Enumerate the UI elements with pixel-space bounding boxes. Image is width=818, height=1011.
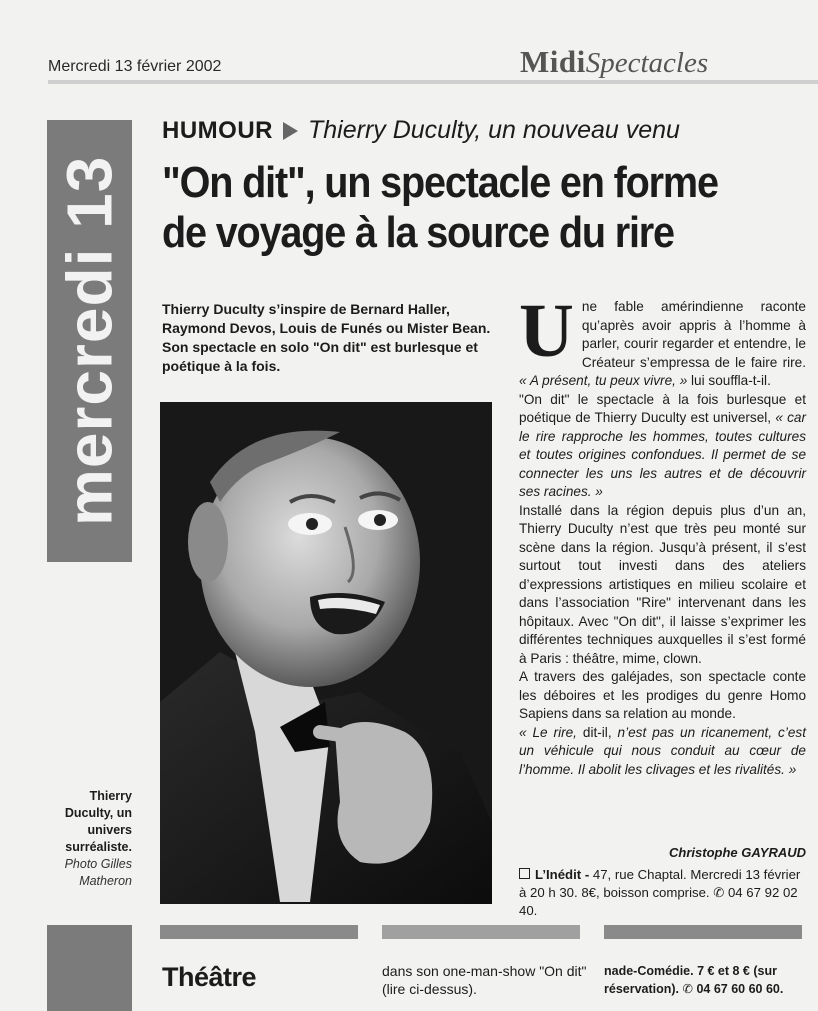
bottom-side-band bbox=[47, 925, 132, 1011]
photo-caption bbox=[48, 788, 132, 890]
headline-line-2: de voyage à la source du rire bbox=[162, 208, 674, 257]
article-kicker bbox=[162, 116, 680, 145]
category-label: HUMOUR bbox=[162, 117, 273, 144]
brand-main: Midi bbox=[520, 44, 586, 79]
photo-credit: Photo Gilles Matheron bbox=[64, 857, 132, 888]
body-paragraph-2 bbox=[519, 391, 806, 502]
brand-logo bbox=[520, 44, 708, 80]
bottom-right-text: nade-Comédie. 7 € et 8 € (sur réservation). ✆ 04 67 60 60 60. bbox=[604, 964, 784, 996]
p1-quote: « A présent, tu peux vivre, » bbox=[519, 373, 688, 388]
performer-photo-illustration bbox=[160, 402, 492, 904]
p5-mid: dit-il, bbox=[576, 724, 618, 740]
bottom-bar-right bbox=[604, 925, 802, 939]
kicker-text: Thierry Duculty, un nouveau venu bbox=[308, 116, 680, 144]
bottom-bar-middle bbox=[382, 925, 580, 939]
section-title-theatre: Théâtre bbox=[162, 962, 257, 992]
performer-photo bbox=[160, 402, 492, 904]
author-byline: Christophe GAYRAUD bbox=[669, 845, 806, 860]
article-intro: Thierry Duculty s’inspire de Bernard Haller, Raymond Devos, Louis de Funés ou Mister Bean. Son spectacle en solo "On dit" est burlesque et poétique à la fois. bbox=[162, 301, 491, 374]
headline-line-1: "On dit", un spectacle en forme bbox=[162, 158, 718, 207]
issue-date: Mercredi 13 février 2002 bbox=[48, 58, 222, 75]
brand-sub: Spectacles bbox=[585, 47, 709, 79]
triangle-arrow-icon bbox=[283, 122, 298, 140]
body-paragraph-5 bbox=[519, 724, 806, 780]
body-paragraph-3: Installé dans la région depuis plus d’un an, Thierry Duculty n’est que très peu monté sur scène dans la région. Jusqu’à présent, il s’est surtout tout investi dans des ateliers d’expressions artistiques en milieu scolaire et dans l’association "Rire" intervenant dans les hôpitaux. Avec "On dit", il laisse s’exprimer les différentes techniques auxquelles il s’est formé à Paris : théâtre, mime, clown. bbox=[519, 502, 806, 666]
body-paragraph-1 bbox=[519, 289, 806, 391]
article-body bbox=[519, 289, 806, 779]
p2-quote: « car le rire rapproche les hommes, toutes cultures et toutes origines confondues. Il permet de se connecter les uns les autres et de découvrir ses racines. » bbox=[519, 410, 806, 499]
venue-details: 47, rue Chaptal. Mercredi 13 février à 20 h 30. 8€, boisson comprise. ✆ 04 67 92 02 40. bbox=[519, 867, 801, 918]
header-rule bbox=[48, 80, 818, 84]
side-band-text: mercredi 13 bbox=[53, 155, 126, 527]
p1-end: lui souffla-t-il. bbox=[687, 373, 771, 388]
venue-name: L’Inédit - bbox=[535, 867, 590, 882]
p1-text: ne fable amérindienne raconte qu’après avoir appris à l’homme à parler, courir regarder et entendre, le Créateur s’empressa de le faire rire. bbox=[581, 299, 806, 370]
venue-info bbox=[519, 866, 806, 920]
body-paragraph-4: A travers des galéjades, son spectacle conte les déboires et les prodiges du genre Homo Sapiens dans sa relation au monde. bbox=[519, 669, 806, 721]
p5-quote-2: n’est pas un ricanement, c’est un véhicule qui nous conduit au cœur de l’homme. Il abolit les clivages et les rivalités. » bbox=[519, 724, 806, 777]
caption-text: Thierry Duculty, un univers surréaliste. bbox=[64, 789, 132, 854]
bottom-middle-text: dans son one-man-show "On dit" (lire ci-dessus). bbox=[382, 963, 587, 997]
checkbox-bullet-icon bbox=[519, 868, 530, 879]
p5-quote-1: « Le rire, bbox=[519, 724, 577, 740]
p2-text: "On dit" le spectacle à la fois burlesque et poétique de Thierry Duculty est universel, bbox=[519, 391, 806, 425]
drop-cap: U bbox=[519, 289, 574, 373]
article-headline bbox=[162, 158, 747, 258]
bottom-bar-left bbox=[160, 925, 358, 939]
